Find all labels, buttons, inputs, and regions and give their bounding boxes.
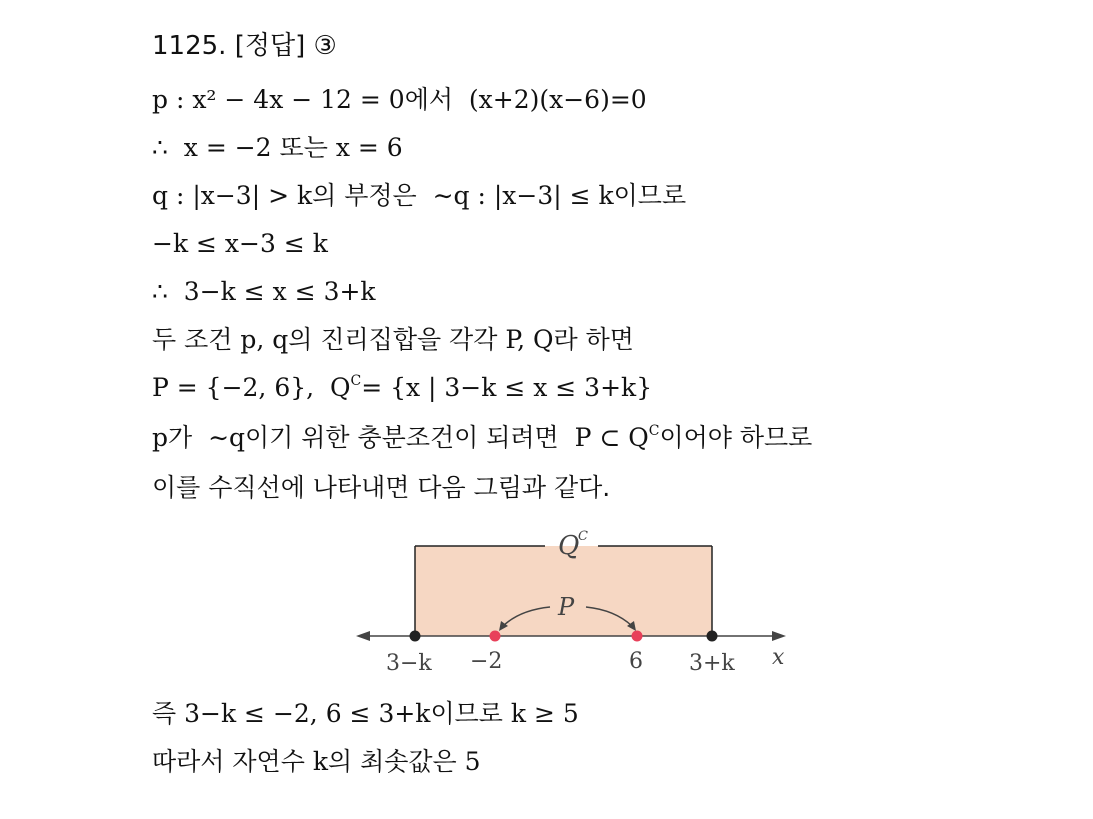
solution-line-1 bbox=[152, 84, 647, 116]
k-condition: k ≥ 5 bbox=[510, 699, 579, 728]
text-segment: 의 부정은 bbox=[312, 181, 417, 210]
inequality: −k ≤ x−3 ≤ k bbox=[152, 229, 328, 258]
condition-inequalities: 3−k ≤ −2, 6 ≤ 3+k bbox=[184, 699, 431, 728]
root-b: x = 6 bbox=[335, 133, 403, 162]
number-line-figure bbox=[340, 520, 800, 685]
subset-expr: P ⊂ Q bbox=[574, 423, 649, 452]
set-p: P = {−2, 6}, Q bbox=[152, 373, 351, 402]
text-segment: 라 하면 bbox=[553, 325, 634, 354]
p-label: P bbox=[558, 593, 575, 621]
final-answer: 5 bbox=[464, 747, 481, 776]
axis-arrow-right bbox=[772, 631, 786, 641]
point-3-plus-k bbox=[707, 631, 718, 642]
set-qc: = {x | 3−k ≤ x ≤ 3+k} bbox=[361, 373, 653, 402]
negation-q: ∼q : |x−3| ≤ k bbox=[432, 181, 614, 210]
text-segment: 따라서 자연수 bbox=[152, 747, 305, 776]
text-segment: 이를 수직선에 나타내면 다음 그림과 같다. bbox=[152, 473, 611, 502]
equation-p: p : x² − 4x − 12 = 0 bbox=[152, 85, 405, 114]
solution-line-6 bbox=[152, 324, 634, 356]
text-segment: 이므로 bbox=[613, 181, 687, 210]
text-segment: 또는 bbox=[279, 133, 328, 162]
point-3-minus-k bbox=[410, 631, 421, 642]
text-segment: 의 진리집합을 각각 bbox=[288, 325, 498, 354]
text-segment: 이어야 하므로 bbox=[659, 423, 813, 452]
solution-line-9 bbox=[152, 472, 610, 504]
tick-label-3-minus-k: 3−k bbox=[386, 651, 432, 676]
set-definitions bbox=[152, 373, 652, 402]
var-p: p bbox=[152, 423, 169, 452]
complement-sup: C bbox=[648, 423, 660, 439]
point-neg2 bbox=[490, 631, 501, 642]
solution-line-5 bbox=[152, 276, 376, 308]
conditions: p, q bbox=[240, 325, 289, 354]
text-segment: 이기 위한 충분조건이 되려면 bbox=[245, 423, 559, 452]
answer-label: [정답] bbox=[234, 31, 306, 61]
solution-line-10 bbox=[152, 698, 579, 730]
axis-label-x: x bbox=[772, 645, 785, 670]
text-segment: 두 조건 bbox=[152, 325, 233, 354]
inequality-result: ∴ 3−k ≤ x ≤ 3+k bbox=[152, 277, 376, 306]
root-a: ∴ x = −2 bbox=[152, 133, 272, 162]
text-segment: 의 최솟값은 bbox=[327, 747, 457, 776]
subset-relation bbox=[575, 423, 660, 452]
solution-line-8 bbox=[152, 422, 812, 454]
text-segment: 에서 bbox=[404, 85, 453, 114]
solution-line-4 bbox=[152, 228, 328, 260]
sets: P, Q bbox=[505, 325, 554, 354]
problem-header bbox=[152, 30, 337, 62]
point-6 bbox=[632, 631, 643, 642]
solution-line-2 bbox=[152, 132, 403, 164]
not-q: ∼q bbox=[208, 423, 246, 452]
var-k: k bbox=[312, 747, 328, 776]
condition-q: q : |x−3| > k bbox=[152, 181, 313, 210]
answer-mark: ③ bbox=[313, 31, 337, 61]
text-segment: 즉 bbox=[152, 699, 177, 728]
text-segment: 이므로 bbox=[430, 699, 503, 728]
qc-label-sup: C bbox=[578, 529, 588, 544]
tick-label-6: 6 bbox=[629, 649, 643, 674]
solution-line-11 bbox=[152, 746, 481, 778]
tick-label-3-plus-k: 3+k bbox=[689, 651, 735, 676]
qc-label: Q bbox=[558, 531, 580, 561]
axis-arrow-left bbox=[356, 631, 370, 641]
text-segment: 가 bbox=[168, 423, 193, 452]
factored-equation: (x+2)(x−6)=0 bbox=[468, 85, 647, 114]
solution-line-3 bbox=[152, 180, 686, 212]
tick-label-neg2: −2 bbox=[470, 649, 503, 674]
complement-sup: C bbox=[350, 373, 362, 389]
problem-number: 1125. bbox=[152, 31, 227, 61]
solution-line-7 bbox=[152, 372, 652, 404]
